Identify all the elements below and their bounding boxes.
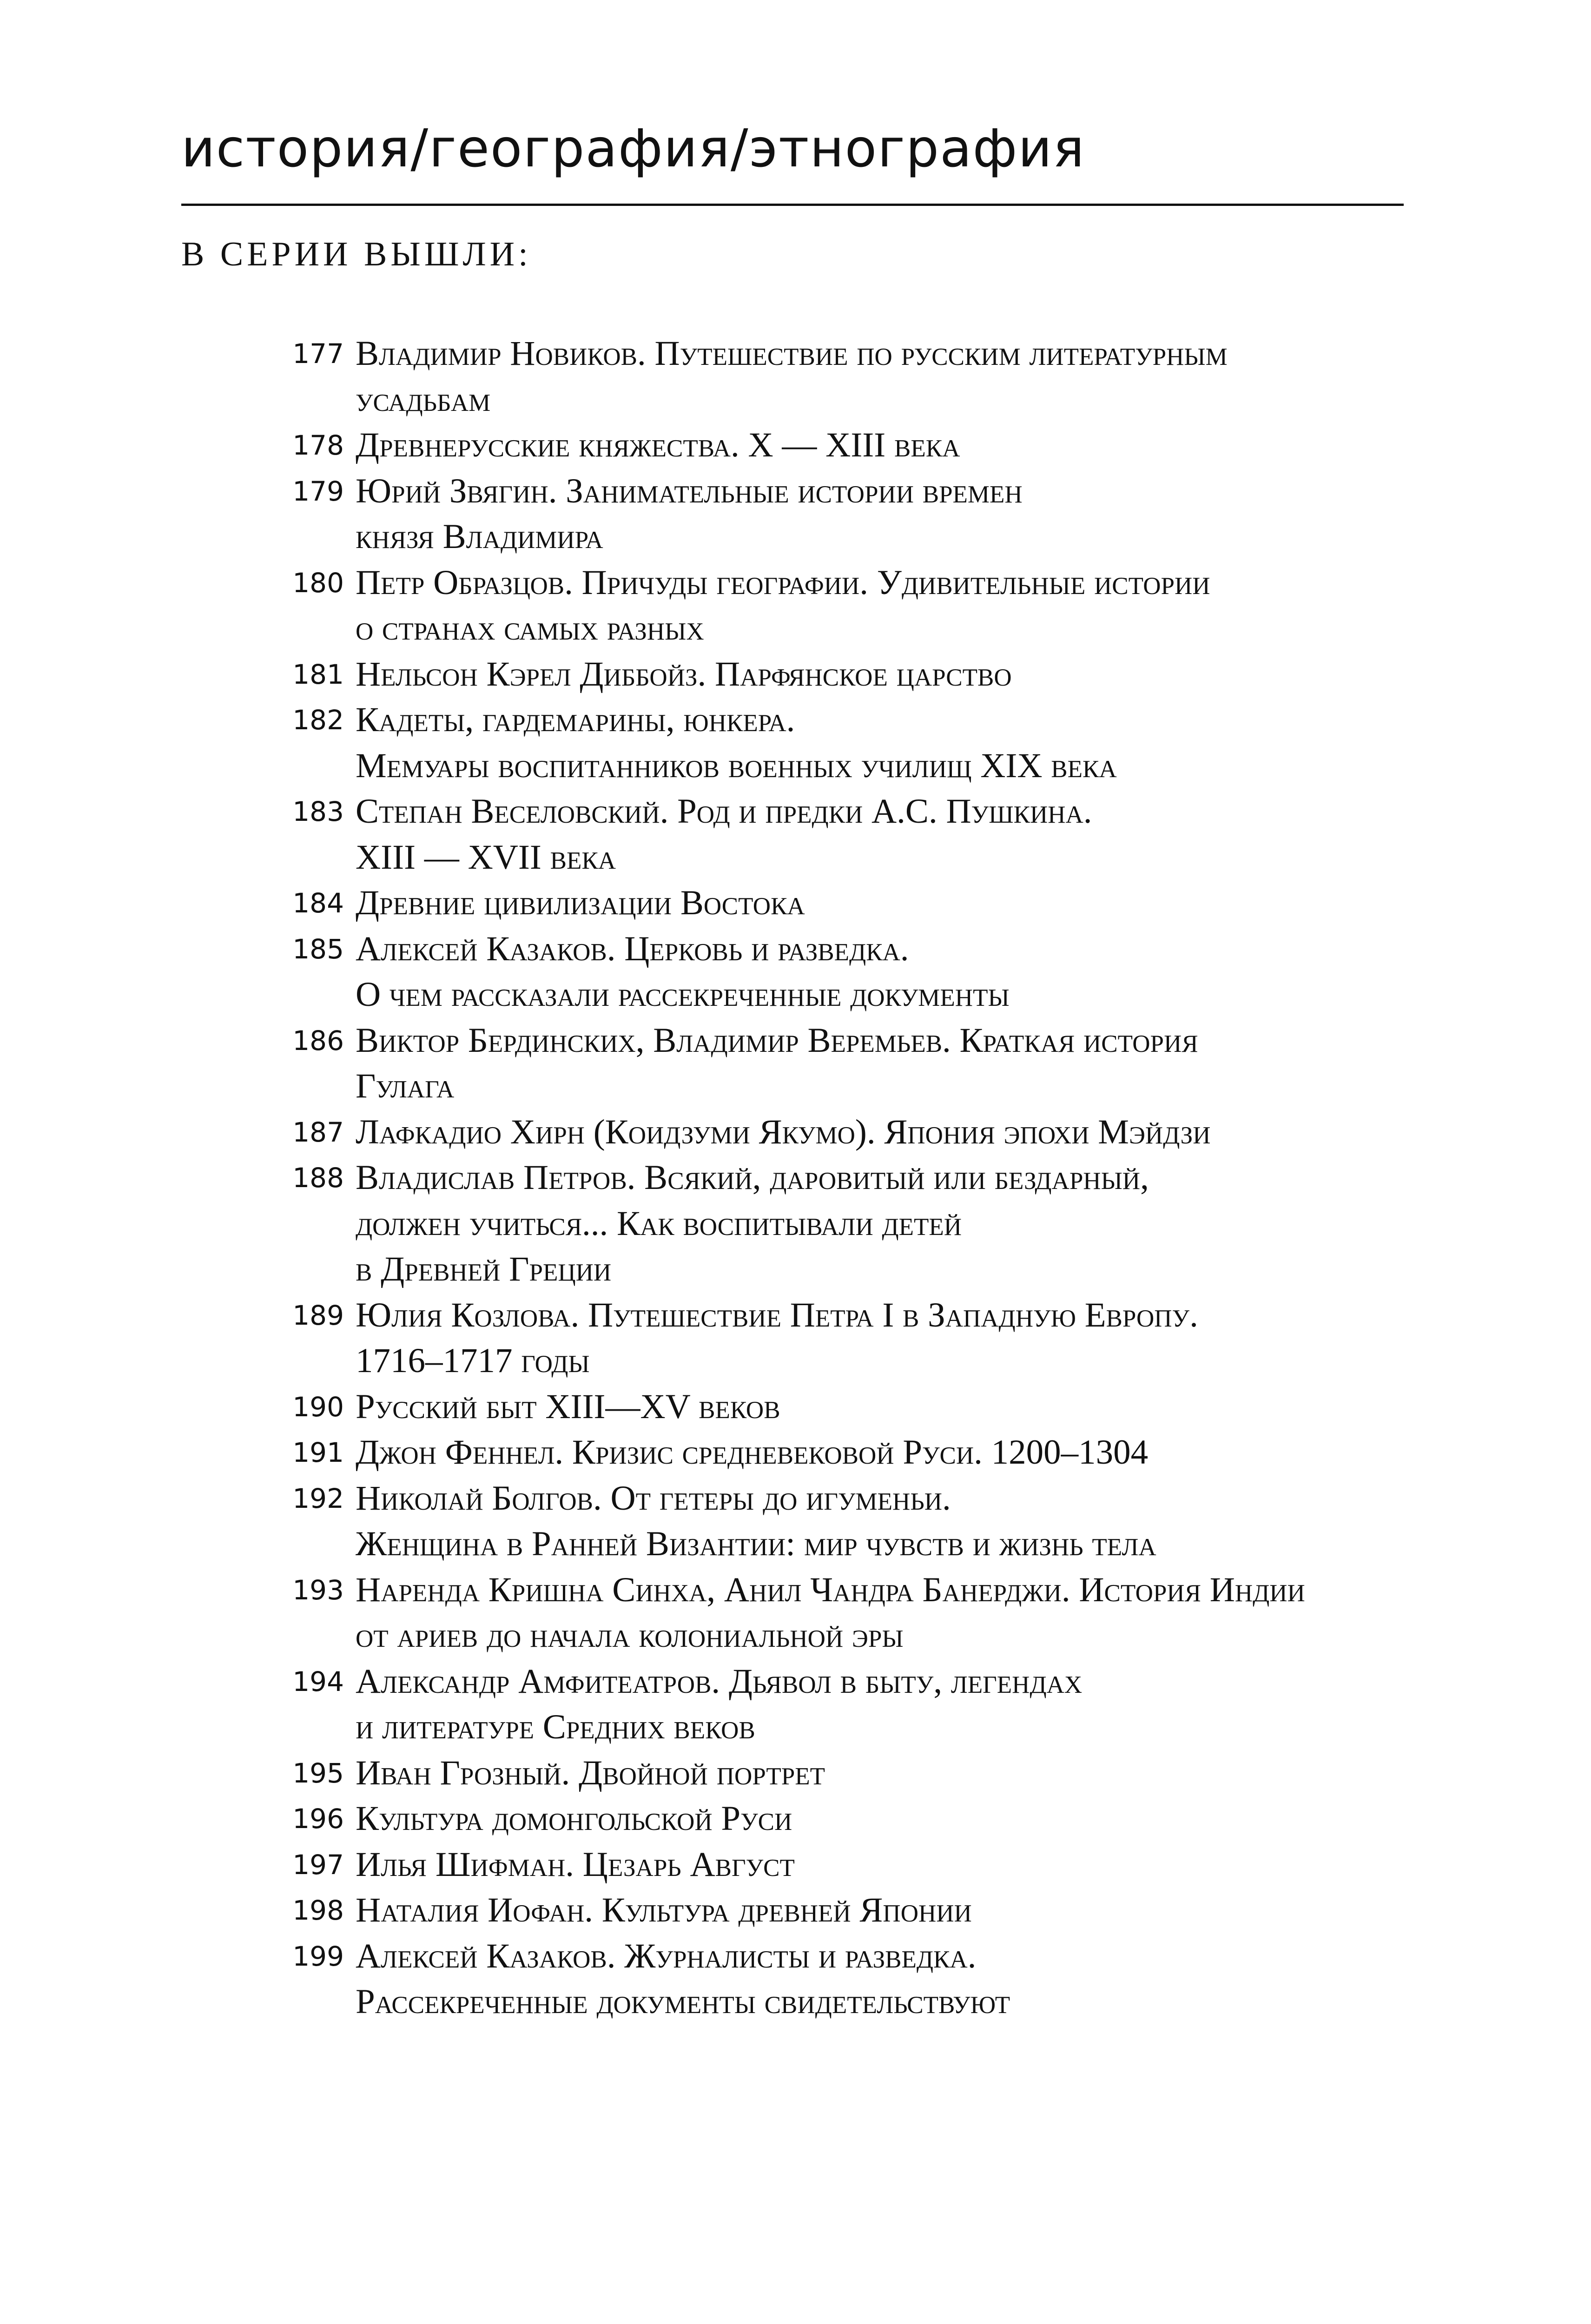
- entry-text-line: в Древней Греции: [356, 1250, 612, 1288]
- list-item: [246, 1018, 1418, 1109]
- entry-text-line: Древние цивилизации Востока: [356, 884, 805, 922]
- entry-text-line: Древнерусские княжества. X — XIII века: [356, 426, 960, 464]
- entry-text-line: Наренда Кришна Синха, Анил Чандра Банерджи. История Индии: [356, 1570, 1305, 1609]
- list-item: [246, 560, 1418, 652]
- entry-number: 185: [292, 933, 344, 965]
- list-item: [246, 1659, 1418, 1750]
- entry-text-line: о странах самых разных: [356, 609, 704, 647]
- list-item: [246, 880, 1418, 926]
- header-divider: [181, 204, 1404, 206]
- entry-text-line: Илья Шифман. Цезарь Август: [356, 1845, 795, 1884]
- list-item: [246, 926, 1418, 1018]
- page-header: [181, 116, 1404, 274]
- list-item: [246, 1934, 1418, 2025]
- entry-text-line: Рассекреченные документы свидетельствуют: [356, 1982, 1010, 2021]
- entry-text-line: Петр Образцов. Причуды географии. Удивительные истории: [356, 563, 1210, 602]
- entry-text-line: XIII — XVII века: [356, 838, 616, 877]
- list-item: [246, 1384, 1418, 1430]
- entry-text-line: Культура домонгольской Руси: [356, 1799, 792, 1838]
- list-item: [246, 1567, 1418, 1659]
- entry-text-line: Наталия Иофан. Культура древней Японии: [356, 1891, 972, 1929]
- entry-text-line: Александр Амфитеатров. Дьявол в быту, легендах: [356, 1662, 1083, 1701]
- list-item: [246, 789, 1418, 880]
- entry-text-line: Юлия Козлова. Путешествие Петра I в Западную Европу.: [356, 1295, 1198, 1334]
- entry-text-line: Виктор Бердинских, Владимир Веремьев. Краткая история: [356, 1021, 1198, 1060]
- entry-text-line: князя Владимира: [356, 517, 603, 556]
- entry-text-line: от ариев до начала колониальной эры: [356, 1616, 904, 1655]
- entry-number: 198: [292, 1895, 344, 1926]
- entry-text-line: Николай Болгов. От гетеры до игуменьи.: [356, 1479, 951, 1518]
- list-item: [246, 652, 1418, 698]
- entry-number: 182: [292, 704, 344, 736]
- entry-text-line: Владислав Петров. Всякий, даровитый или бездарный,: [356, 1158, 1149, 1197]
- entry-text-line: Русский быт XIII—XV веков: [356, 1387, 780, 1426]
- entry-text-line: Мемуары воспитанников военных училищ XIX века: [356, 746, 1117, 785]
- entry-number: 194: [292, 1665, 344, 1697]
- entry-number: 195: [292, 1757, 344, 1789]
- entry-text-line: Лафкадио Хирн (Коидзуми Якумо). Япония эпохи Мэйдзи: [356, 1112, 1211, 1151]
- entry-number: 184: [292, 887, 344, 919]
- entry-text-line: Алексей Казаков. Журналисты и разведка.: [356, 1936, 977, 1975]
- list-item: [246, 1888, 1418, 1934]
- list-item: [246, 1293, 1418, 1384]
- entry-text-line: Владимир Новиков. Путешествие по русским литературным: [356, 334, 1228, 373]
- entry-text-line: и литературе Средних веков: [356, 1708, 755, 1746]
- list-item: [246, 1842, 1418, 1888]
- entry-number: 192: [292, 1482, 344, 1514]
- list-item: [246, 1796, 1418, 1842]
- entry-number: 181: [292, 658, 344, 690]
- entry-text-line: Юрий Звягин. Занимательные истории времен: [356, 471, 1023, 510]
- entry-number: 177: [292, 338, 344, 370]
- list-item: [246, 469, 1418, 560]
- list-item: [246, 1430, 1418, 1476]
- entry-text-line: 1716–1717 годы: [356, 1341, 590, 1380]
- entry-number: 189: [292, 1299, 344, 1331]
- entry-number: 178: [292, 429, 344, 461]
- entry-text-line: О чем рассказали рассекреченные документы: [356, 975, 1010, 1014]
- list-item: [246, 1750, 1418, 1796]
- entry-text-line: Женщина в Ранней Византии: мир чувств и жизнь тела: [356, 1525, 1156, 1563]
- entry-text-line: Алексей Казаков. Церковь и разведка.: [356, 929, 909, 968]
- entry-number: 196: [292, 1803, 344, 1835]
- series-subtitle: В СЕРИИ ВЫШЛИ:: [181, 235, 532, 273]
- entry-number: 186: [292, 1024, 344, 1056]
- entry-number: 183: [292, 796, 344, 827]
- entry-text-line: Иван Грозный. Двойной портрет: [356, 1753, 825, 1792]
- list-item: [246, 331, 1418, 423]
- list-item: [246, 423, 1418, 469]
- entry-number: 179: [292, 475, 344, 507]
- list-item: [246, 697, 1418, 789]
- entry-number: 197: [292, 1849, 344, 1881]
- entry-text-line: должен учиться... Как воспитывали детей: [356, 1204, 962, 1243]
- entry-number: 187: [292, 1116, 344, 1148]
- list-item: [246, 1155, 1418, 1293]
- entry-text-line: Степан Веселовский. Род и предки А.С. Пушкина.: [356, 792, 1092, 831]
- entry-text-line: Нельсон Кэрел Диббойз. Парфянское царство: [356, 654, 1012, 693]
- entry-text-line: усадьбам: [356, 380, 491, 419]
- list-item: [246, 1109, 1418, 1155]
- entry-text-line: Кадеты, гардемарины, юнкера.: [356, 700, 795, 739]
- entry-number: 190: [292, 1391, 344, 1423]
- entry-number: 193: [292, 1574, 344, 1606]
- entry-number: 199: [292, 1940, 344, 1972]
- entry-number: 188: [292, 1162, 344, 1194]
- entry-text-line: Джон Феннел. Кризис средневековой Руси. 1200–1304: [356, 1433, 1149, 1472]
- book-list: [246, 331, 1418, 2025]
- entry-text-line: Гулага: [356, 1067, 455, 1105]
- entry-number: 180: [292, 567, 344, 599]
- list-item: [246, 1476, 1418, 1567]
- series-title: история/география/этнография: [181, 119, 1085, 179]
- entry-number: 191: [292, 1437, 344, 1468]
